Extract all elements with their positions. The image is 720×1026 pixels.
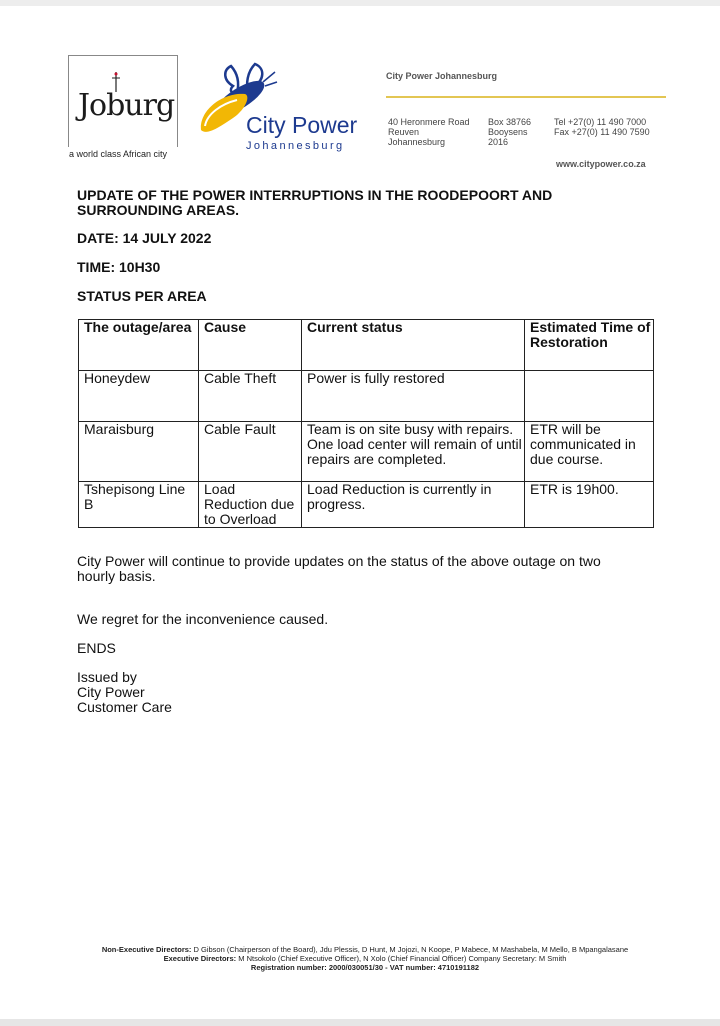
- page-bottom-border: [0, 1019, 720, 1026]
- update-paragraph: City Power will continue to provide updates on the status of the above outage on two hourly basis.: [77, 553, 601, 584]
- document-date: DATE: 14 JULY 2022: [77, 230, 212, 246]
- postal-line: 2016: [488, 137, 509, 147]
- status-cell: Load Reduction is currently in progress.: [302, 482, 525, 528]
- regret-paragraph: We regret for the inconvenience caused.: [77, 611, 329, 627]
- joburg-logo-wordmark: Joburg: [78, 88, 175, 123]
- status-cell: Power is fully restored: [302, 371, 525, 422]
- table-header-row: [79, 320, 654, 371]
- letterhead-address: [388, 117, 470, 147]
- postal-line: Box 38766: [488, 117, 532, 127]
- section-heading: STATUS PER AREA: [77, 288, 207, 304]
- letterhead-phone: [554, 117, 650, 137]
- page-top-border: [0, 0, 720, 6]
- table-header-cell: The outage/area: [79, 320, 199, 371]
- issued-line: Issued by: [77, 669, 137, 685]
- footer-non-executive-directors: [0, 945, 720, 954]
- footer-text: D Gibson (Chairperson of the Board), Jdu Plessis, D Hunt, M Jojozi, N Koope, P Mabece, M Mashabela, M Mello, B Mpangalasane: [193, 945, 629, 954]
- table-header-cell: Current status: [302, 320, 525, 371]
- status-cell: Team is on site busy with repairs. One load center will remain of until repairs are completed.: [302, 422, 525, 482]
- cause-cell: Cable Fault: [199, 422, 302, 482]
- issued-line: City Power: [77, 684, 145, 700]
- etr-cell: ETR is 19h00.: [525, 482, 654, 528]
- footer-text: Registration number: 2000/030051/30 - VAT number: 4710191182: [250, 963, 480, 972]
- fax-line: Fax +27(0) 11 490 7590: [554, 127, 650, 137]
- etr-cell: [525, 371, 654, 422]
- table-row: [79, 371, 654, 422]
- footer-text: M Ntsokolo (Chief Executive Officer), N Xolo (Chief Financial Officer) Company Secretary: M Smith: [238, 954, 567, 963]
- letterhead-postal: [488, 117, 531, 147]
- issued-line: Customer Care: [77, 699, 172, 715]
- document-time: TIME: 10H30: [77, 259, 161, 275]
- area-cell: Honeydew: [79, 371, 199, 422]
- postal-line: Booysens: [488, 127, 528, 137]
- document-title: UPDATE OF THE POWER INTERRUPTIONS IN THE ROODEPOORT AND SURROUNDING AREAS.: [77, 187, 553, 218]
- joburg-tagline: a world class African city: [69, 149, 168, 159]
- area-cell: Maraisburg: [79, 422, 199, 482]
- cause-cell: Cable Theft: [199, 371, 302, 422]
- footer-executive-directors: [0, 954, 720, 963]
- cause-cell: Load Reduction due to Overload: [199, 482, 302, 528]
- issued-by-block: [77, 670, 172, 715]
- city-power-brand-name: City Power: [246, 112, 358, 138]
- letterhead-website: www.citypower.co.za: [556, 159, 646, 169]
- table-row: [79, 482, 654, 528]
- outage-status-table: [78, 319, 654, 528]
- address-line: 40 Heronmere Road: [388, 117, 470, 127]
- table-row: [79, 422, 654, 482]
- footer-registration: [0, 963, 720, 972]
- letterhead-rule: [386, 96, 666, 98]
- footer-label: Non-Executive Directors:: [101, 945, 192, 954]
- table-header-cell: Estimated Time of Restoration: [525, 320, 654, 371]
- city-power-brand-sub: Johannesburg: [246, 140, 345, 152]
- address-line: Johannesburg: [388, 137, 446, 147]
- phone-line: Tel +27(0) 11 490 7000: [554, 117, 647, 127]
- area-cell: Tshepisong Line B: [79, 482, 199, 528]
- address-line: Reuven: [388, 127, 420, 137]
- table-header-cell: Cause: [199, 320, 302, 371]
- letterhead-company: City Power Johannesburg: [386, 71, 498, 81]
- ends-marker: ENDS: [77, 640, 116, 656]
- etr-cell: ETR will be communicated in due course.: [525, 422, 654, 482]
- footer-label: Executive Directors:: [163, 954, 237, 963]
